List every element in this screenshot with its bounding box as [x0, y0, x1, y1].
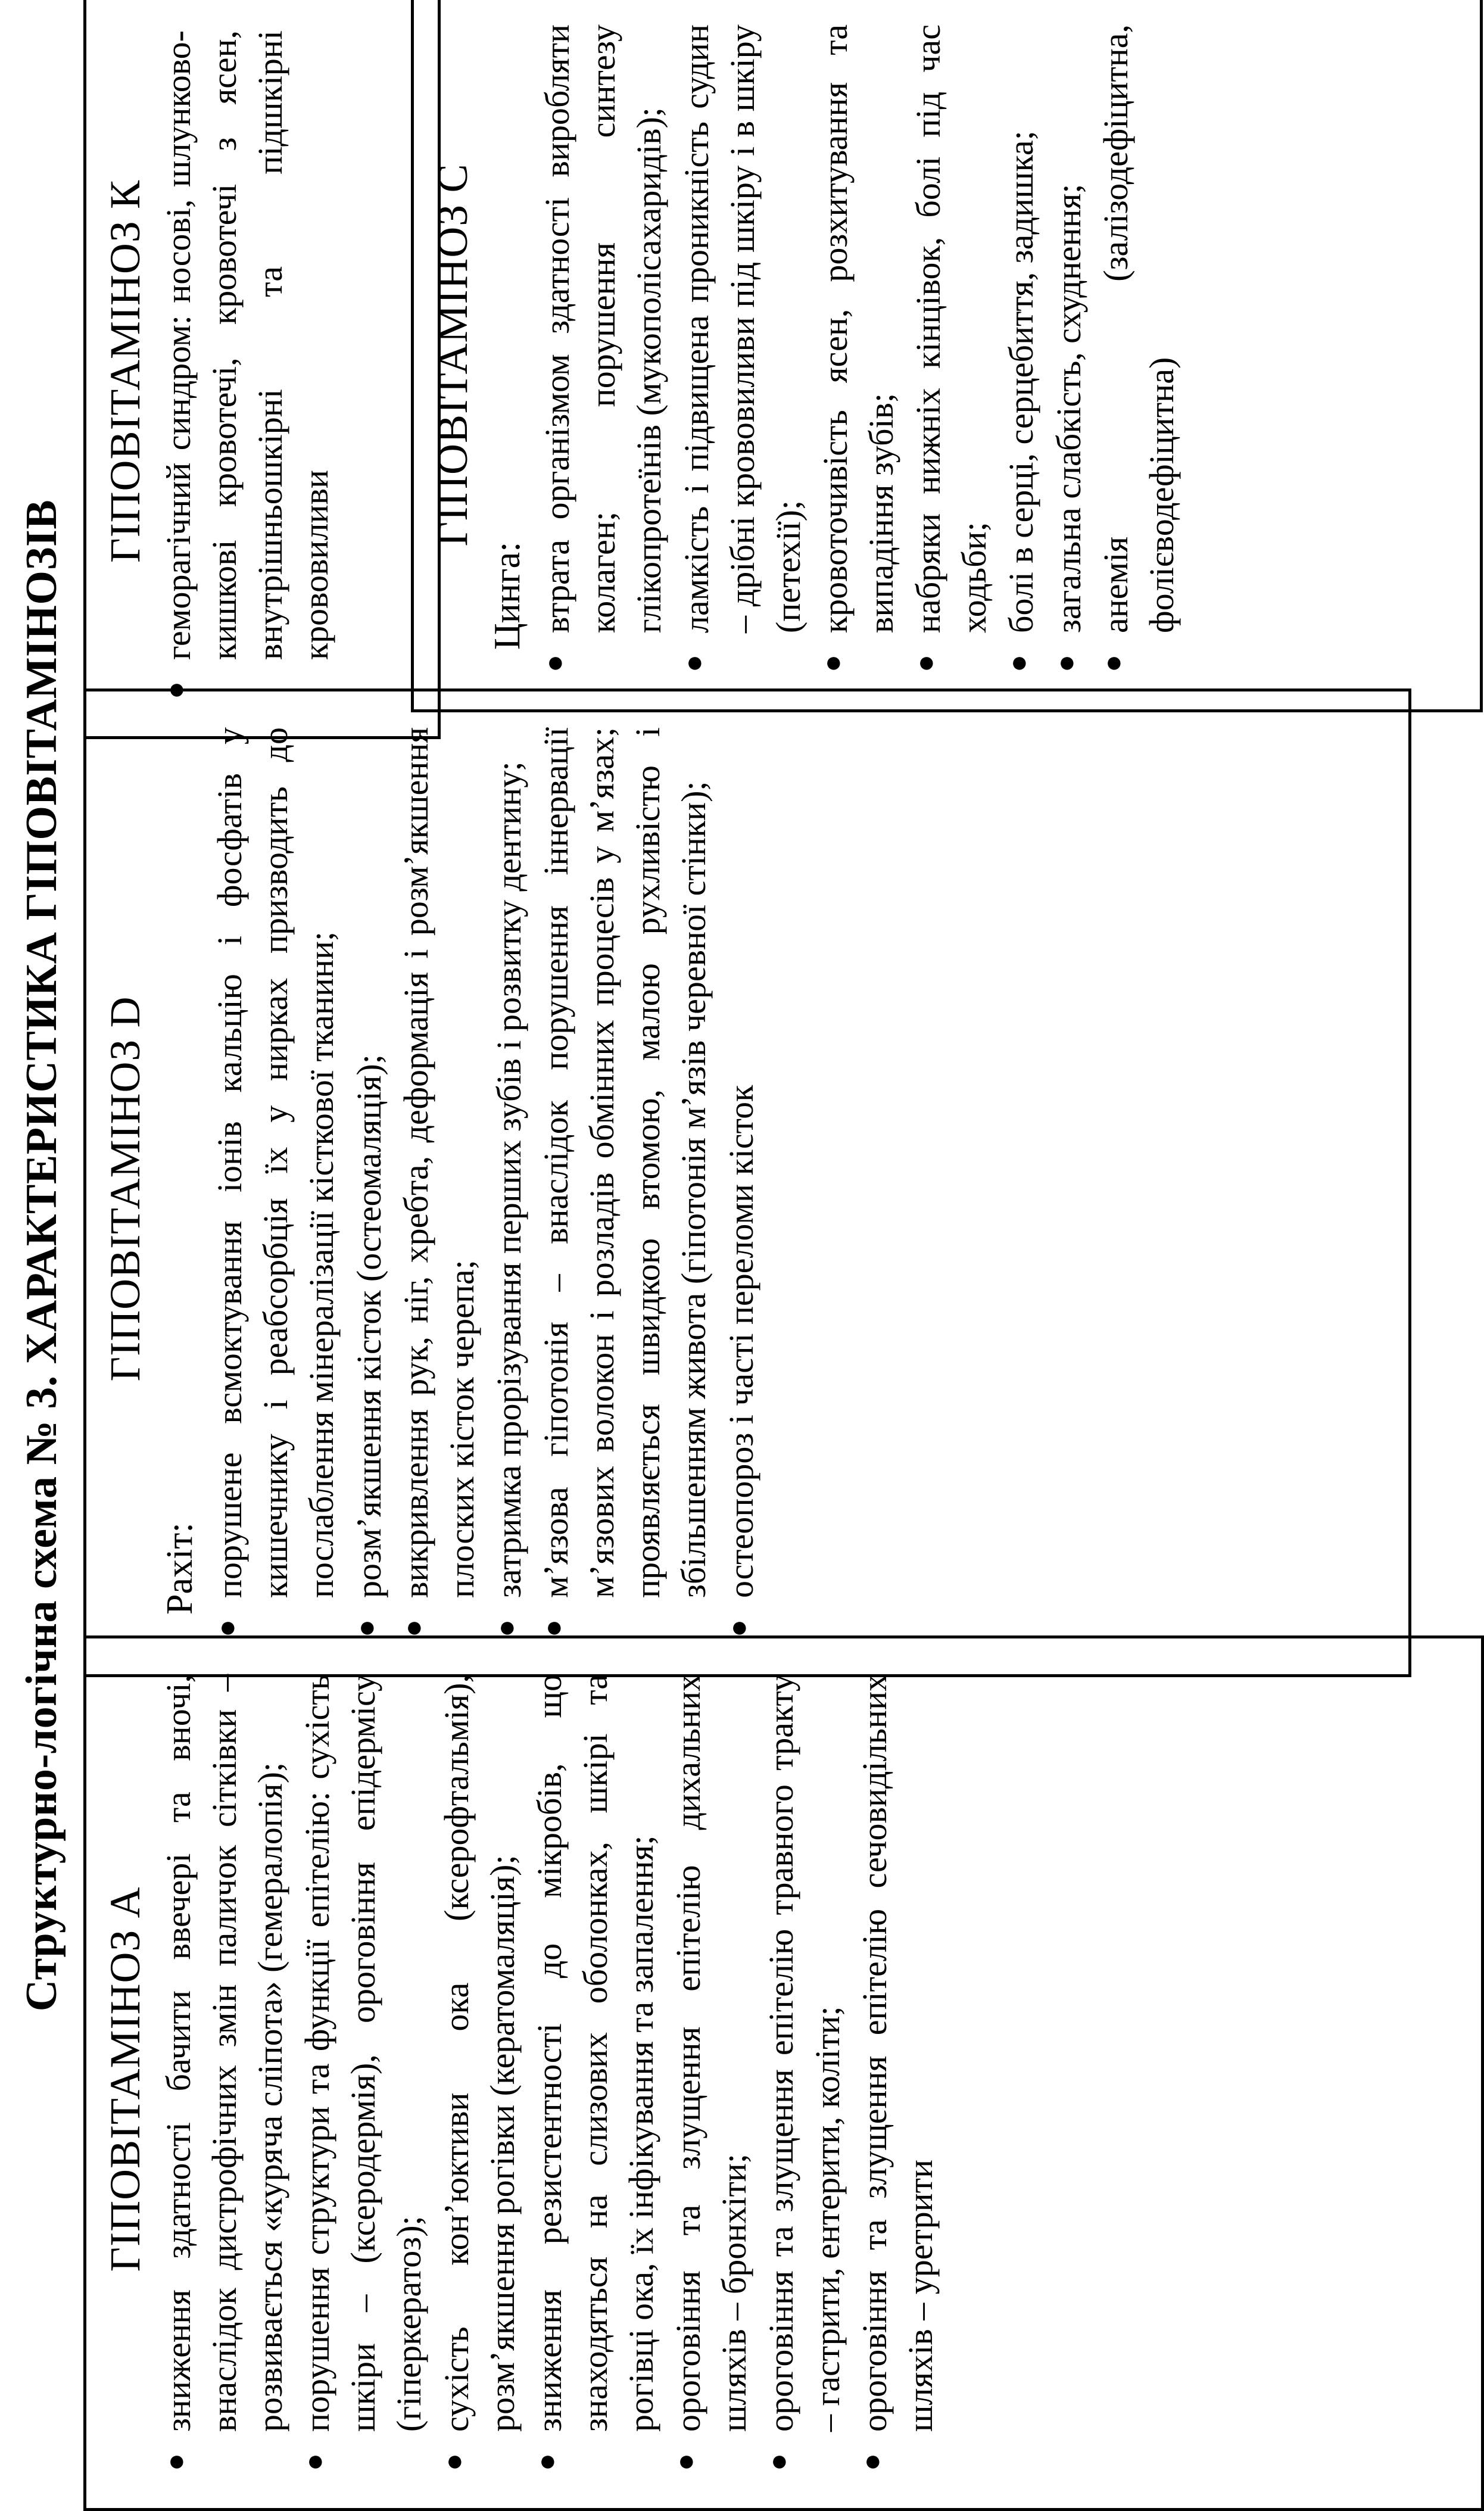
item-text: ороговіння та злущення епітелію дихальних шляхів – бронхіти;: [669, 1674, 754, 2432]
list-item: [1093, 24, 1184, 686]
list-item: [674, 24, 811, 686]
list-item: [533, 727, 717, 1650]
bullet-icon: ●: [1001, 654, 1035, 672]
page-title: Структурно-логічна схема № 3. ХАРАКТЕРИСТИКА ГІПОВІТАМІНОЗІВ: [17, 499, 66, 2012]
item-text: розм’якшення кісток (остеомаляція);: [349, 1054, 388, 1598]
symptom-list: [155, 1674, 943, 2484]
list-item: [998, 24, 1044, 686]
box-subtitle: Цинга:: [487, 541, 528, 650]
item-text: анемія (залізодефіцитна, фолієводефіцитна): [1096, 24, 1181, 633]
bullet-icon: ●: [348, 1619, 382, 1637]
item-text: зниження здатності бачити ввечері та вночі, внаслідок дистрофічних змін паличок сітківки – розвивається «куряча сліпота» (гемералопія);: [158, 1674, 289, 2432]
hypovitaminosis-d-box: [83, 688, 1411, 1677]
bullet-icon: ●: [395, 1619, 429, 1637]
list-item: [534, 24, 672, 686]
item-text: ороговіння та злущення епітелію сечовидільних шляхів – уретрити: [855, 1674, 940, 2432]
bullet-icon: ●: [297, 2453, 331, 2471]
bullet-icon: ●: [529, 2453, 563, 2471]
list-item: [393, 727, 485, 1650]
bullet-icon: ●: [536, 1619, 570, 1637]
box-title: ГІПОВІТАМІНОЗ К: [101, 179, 149, 563]
list-item: [486, 727, 532, 1650]
list-item: [294, 1674, 432, 2484]
bullet-icon: ●: [158, 681, 192, 699]
list-item: [207, 727, 344, 1650]
hypovitaminosis-c-box: [411, 0, 1483, 712]
list-item: [346, 727, 392, 1650]
bullet-icon: ●: [488, 1619, 522, 1637]
bullet-icon: ●: [210, 1619, 244, 1637]
box-title: ГІПОВІТАМІНОЗ С: [429, 163, 476, 547]
item-text: набряки нижніх кінцівок, болі під час ходьби;: [909, 24, 994, 633]
item-text: геморагічний синдром: носові, шлунково-кишкові кровотечі, кровотечі з ясен, внутрішньошкірні та підшкірні крововиливи: [158, 30, 336, 660]
item-text: затримка прорізування перших зубів і розвитку дентину;: [489, 761, 528, 1598]
hypovitaminosis-a-box: [83, 1635, 1484, 2511]
bullet-icon: ●: [676, 654, 710, 672]
list-item: [905, 24, 997, 686]
list-item: [718, 727, 764, 1650]
box-title: ГІПОВІТАМІНОЗ А: [101, 1886, 149, 2272]
list-item: [758, 1674, 850, 2484]
item-text: сухість кон’юктиви ока (ксерофтальмія), розм’якшення рогівки (кератомаляція);: [437, 1674, 522, 2432]
symptom-list: [207, 727, 764, 1650]
list-item: [1046, 24, 1092, 686]
bullet-icon: ●: [436, 2453, 470, 2471]
list-item: [665, 1674, 757, 2484]
item-text: ламкість і підвищена проникність судин – дрібні крововиливи під шкіру і в шкіру (петехії);: [676, 24, 808, 633]
bullet-icon: ●: [668, 2453, 702, 2471]
box-subtitle: Рахіт:: [159, 1522, 200, 1615]
list-item: [155, 30, 339, 712]
bullet-icon: ●: [1095, 654, 1129, 672]
item-text: болі в серці, серцебиття, задишка;: [1002, 130, 1041, 633]
item-text: м’язова гіпотонія – внаслідок порушення іннервації м’язових волокон і розладів обмінних процесів у м’язах; проявляється швидкою втомою, малою рухливістю і збільшенням живота (гіпотонія м’язів черевної стінки);: [537, 727, 713, 1598]
item-text: втрата організмом здатності виробляти колаген; порушення синтезу глікопротеїнів (мукополісахаридів);: [538, 24, 669, 633]
list-item: [526, 1674, 664, 2484]
bullet-icon: ●: [908, 654, 942, 672]
item-text: кровоточивість ясен, розхитування та випадіння зубів;: [815, 24, 901, 633]
bullet-icon: ●: [815, 654, 849, 672]
bullet-icon: ●: [854, 2453, 888, 2471]
bullet-icon: ●: [761, 2453, 795, 2471]
bullet-icon: ●: [1048, 654, 1082, 672]
item-text: викривлення рук, ніг, хребта, деформація і розм’якшення плоских кісток черепа;: [396, 727, 481, 1598]
symptom-list: [155, 30, 339, 712]
box-title: ГІПОВІТАМІНОЗ D: [101, 996, 149, 1382]
list-item: [155, 1674, 293, 2484]
item-text: загальна слабкість, схуднення;: [1049, 183, 1088, 633]
bullet-icon: ●: [537, 654, 571, 672]
hypovitaminosis-k-box: [83, 0, 441, 739]
item-text: порушене всмоктування іонів кальцію і фосфатів у кишечнику і реабсорбція їх у нирках призводить до послаблення мінералізації кісткової тканини;: [210, 727, 341, 1598]
list-item: [852, 1674, 943, 2484]
bullet-icon: ●: [158, 2453, 192, 2471]
item-text: остеопороз і часті переломи кісток: [721, 1085, 760, 1598]
item-text: порушення структури та функції епітелію: сухість шкіри – (ксеродермія), ороговіння епідермісу (гіперкератоз);: [298, 1674, 429, 2432]
list-item: [434, 1674, 525, 2484]
item-text: ороговіння та злущення епітелію травного тракту – гастрити, ентерити, коліти;: [762, 1674, 847, 2432]
list-item: [812, 24, 904, 686]
bullet-icon: ●: [721, 1619, 755, 1637]
item-text: зниження резистентності до мікробів, що знаходяться на слизових оболонках, шкірі та рогівці ока, їх інфікування та запалення;: [529, 1674, 660, 2432]
symptom-list: [534, 24, 1184, 686]
